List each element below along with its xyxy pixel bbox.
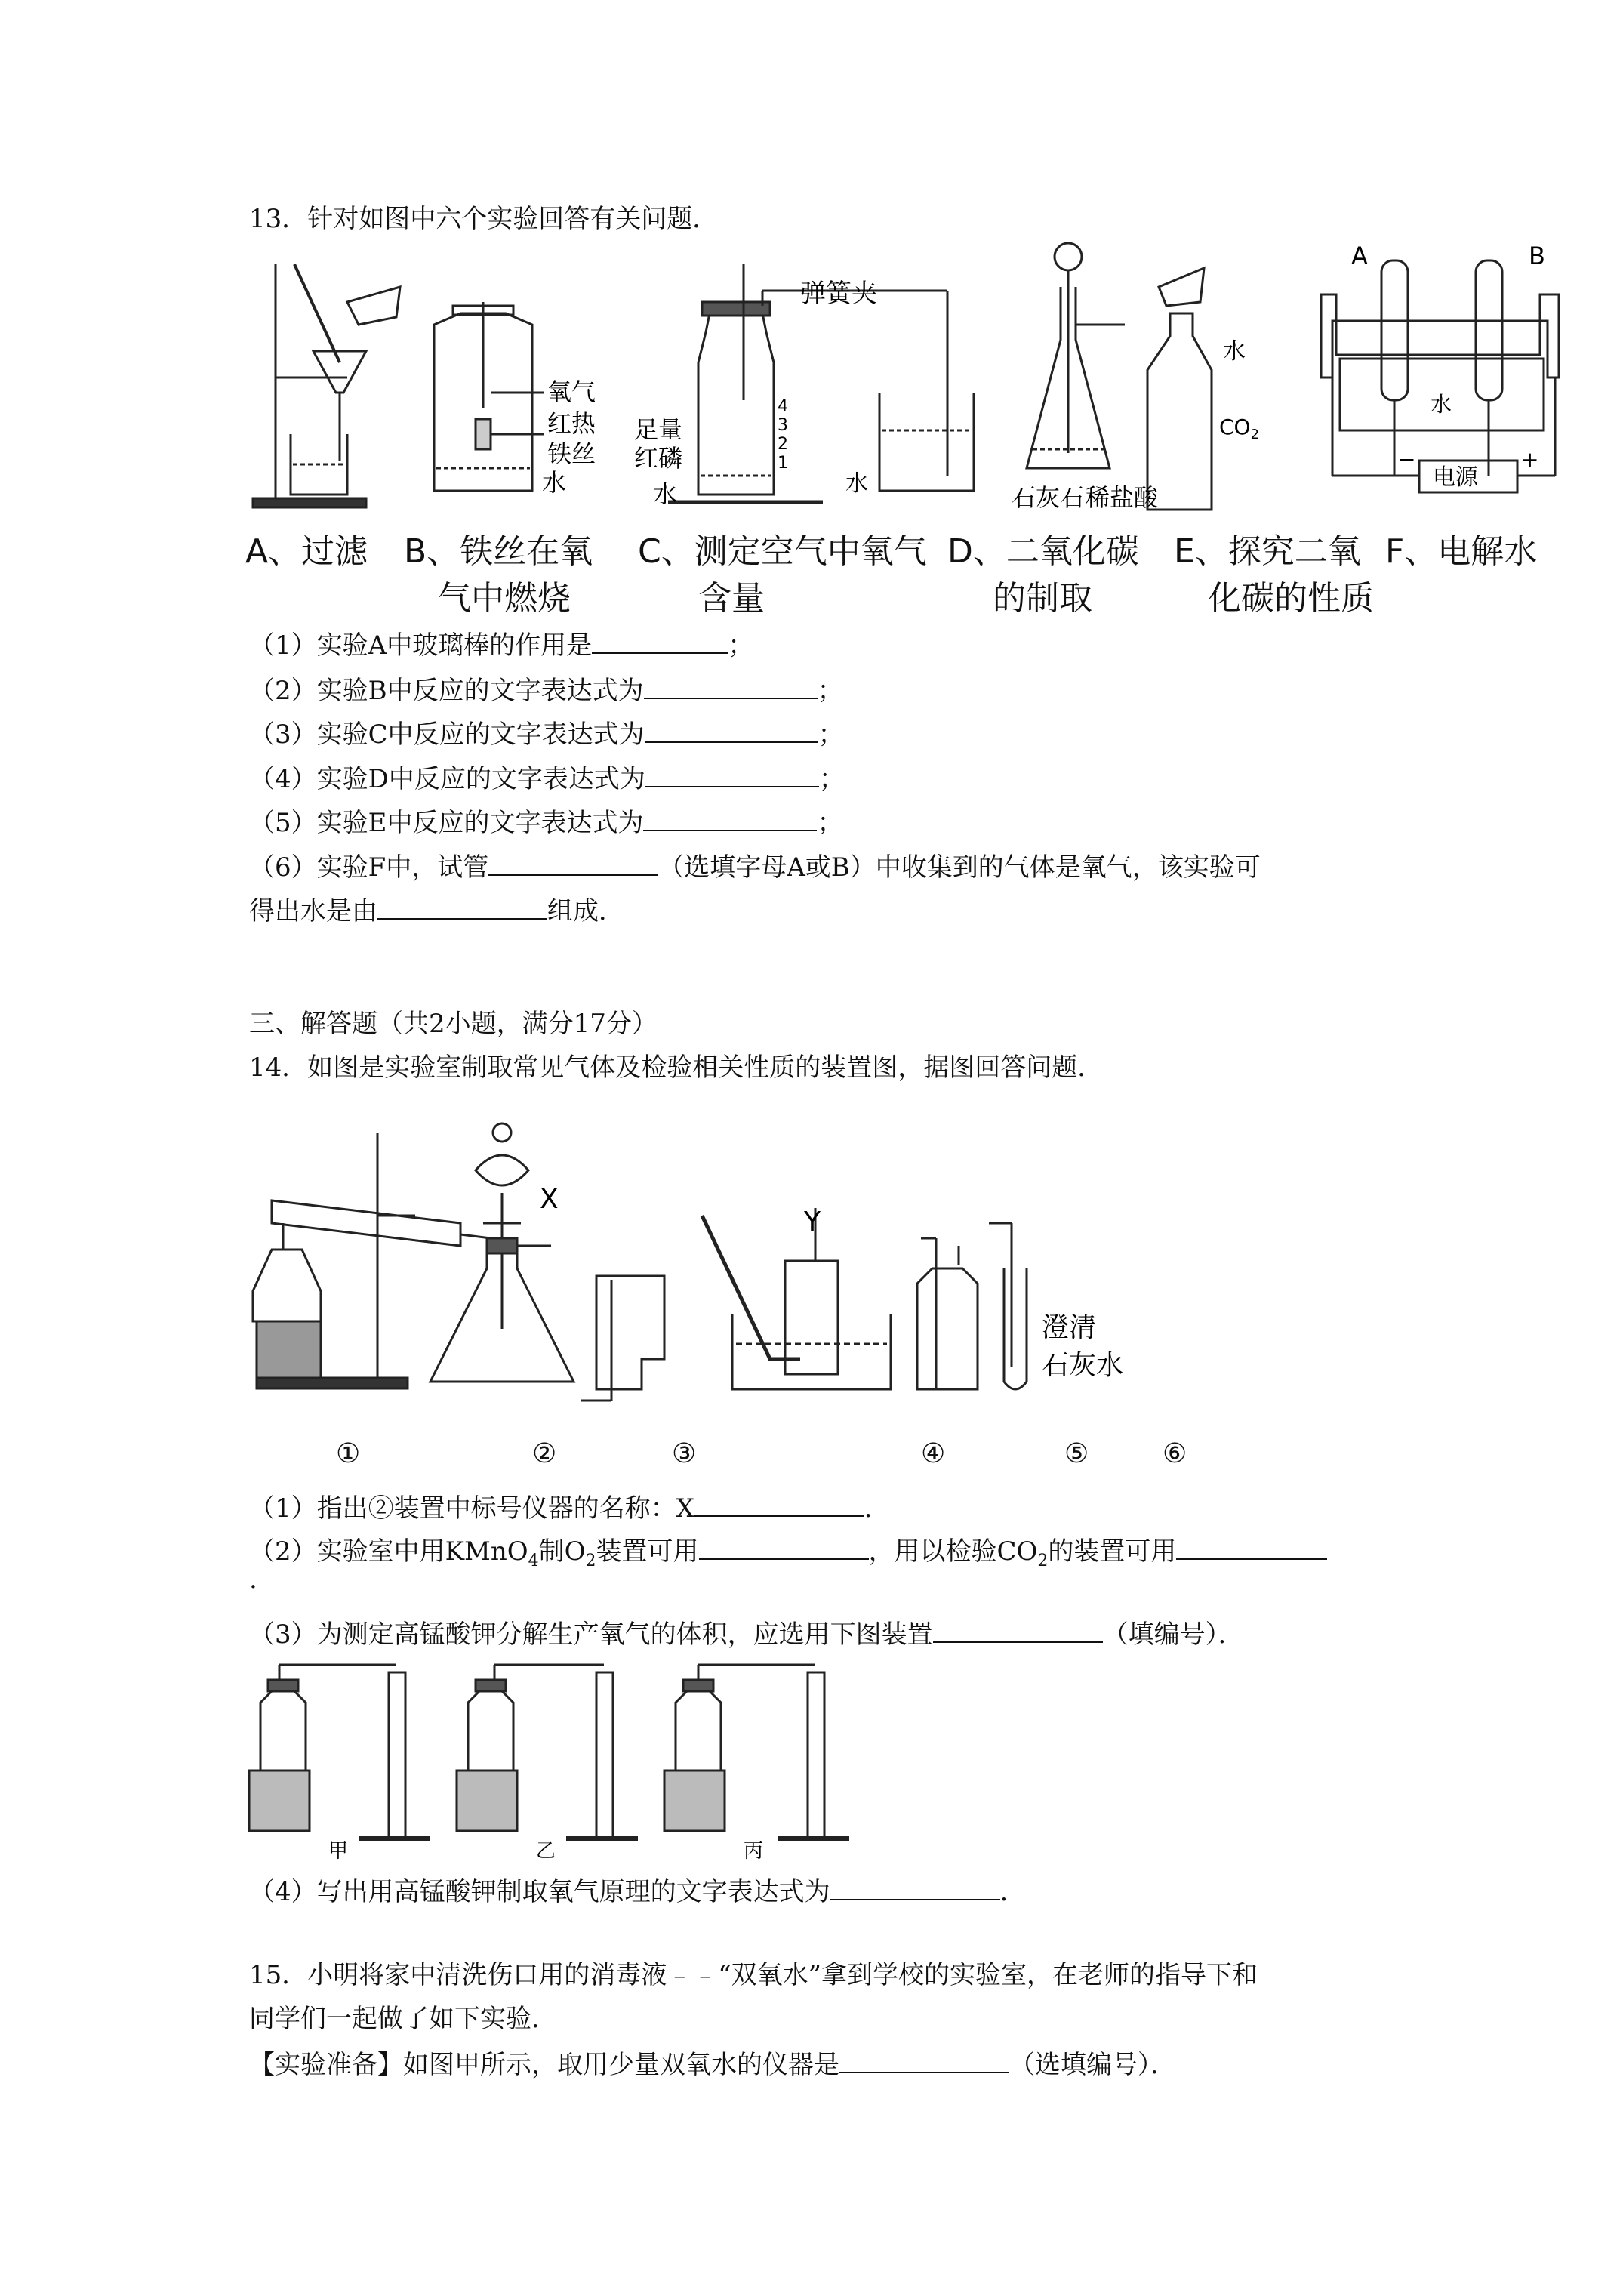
q14-part2-end: .: [249, 1564, 257, 1595]
water-b-label: 水: [542, 468, 567, 497]
q13-part3: （3）实验C中反应的文字表达式为 ；: [249, 716, 844, 751]
device-yi: [457, 1665, 638, 1838]
label-yi: 乙: [536, 1840, 556, 1861]
plus-label: +: [1521, 447, 1539, 472]
water-f-label: 水: [1431, 392, 1452, 417]
caption-e1: E、探究二氧: [1174, 532, 1361, 571]
answer-blank[interactable]: [645, 760, 819, 787]
q14-sub-figure: [242, 1657, 921, 1861]
q14-part2: （2）实验室中用KMnO$_4$制$O_2$装置可用 ，用以检验$CO_2$的装置可用: [249, 1533, 1327, 1578]
device-number-1: ①: [336, 1438, 361, 1469]
caption-b1: B、铁丝在氧: [404, 532, 593, 571]
q13-part1: （1）实验A中玻璃棒的作用是 ；: [249, 627, 753, 662]
label-jia: 甲: [328, 1840, 349, 1861]
y-label: Y: [804, 1207, 821, 1237]
answer-blank[interactable]: [643, 804, 817, 831]
q14-part3: （3）为测定高锰酸钾分解生产氧气的体积，应选用下图装置 （填编号）．: [249, 1616, 1244, 1651]
q14-figure: [242, 1117, 1374, 1419]
power-label: 电源: [1433, 464, 1478, 491]
answer-blank[interactable]: [933, 1616, 1103, 1643]
water-trough-apparatus: [702, 1208, 891, 1389]
q13-part6b: 得出水是由 组成．: [249, 892, 624, 928]
q15-line3: 【实验准备】如图甲所示，取用少量双氧水的仪器是 （选填编号）．: [249, 2046, 1176, 2082]
test-tube-apparatus: [989, 1223, 1027, 1389]
hot-label: 红热: [547, 409, 596, 438]
device-bing: [664, 1665, 849, 1838]
answer-blank[interactable]: [645, 716, 818, 743]
iron-combustion-apparatus: [434, 302, 544, 491]
caption-b2: 气中燃烧: [438, 579, 571, 618]
q14-part4: （4）写出用高锰酸钾制取氧气原理的文字表达式为 ．: [249, 1873, 1026, 1909]
heating-apparatus: [253, 1133, 491, 1388]
tube-b-label: B: [1529, 242, 1545, 270]
device-number-2: ②: [532, 1438, 557, 1469]
excess-label: 足量: [634, 415, 683, 444]
q13-figure: [242, 242, 1600, 529]
spring-clip-label: 弹簧夹: [800, 279, 877, 309]
caption-d2: 的制取: [993, 579, 1092, 618]
water-c2-label: 水: [845, 470, 868, 497]
caption-c1: C、测定空气中氧气: [638, 532, 927, 571]
caption-e2: 化碳的性质: [1208, 579, 1374, 618]
q13-captions: [245, 529, 1604, 634]
scale-2: 2: [778, 435, 788, 454]
q14-title: 14．如图是实验室制取常见气体及检验相关性质的装置图，据图回答问题．: [249, 1052, 1104, 1083]
section3-heading: 三、解答题（共2小题，满分17分）: [249, 1009, 658, 1039]
answer-blank[interactable]: [830, 1873, 1000, 1900]
answer-blank[interactable]: [1176, 1533, 1327, 1560]
scale-1: 1: [778, 454, 788, 473]
limewater-label-2: 石灰水: [1042, 1350, 1124, 1381]
q13-part5: （5）实验E中反应的文字表达式为 ；: [249, 804, 842, 840]
co2-label: $CO_2$: [1219, 415, 1260, 442]
answer-blank[interactable]: [592, 627, 728, 654]
water-c-label: 水: [653, 479, 678, 508]
co2-preparation-apparatus: [1027, 243, 1125, 468]
flask-with-funnel-apparatus: [430, 1123, 574, 1382]
q13-part4: （4）实验D中反应的文字表达式为 ；: [249, 760, 845, 796]
scale-3: 3: [778, 416, 788, 435]
q14-part1: （1）指出②装置中标号仪器的名称：X ．: [249, 1490, 890, 1525]
answer-blank[interactable]: [694, 1490, 864, 1517]
answer-blank[interactable]: [488, 849, 658, 876]
gas-bottle-apparatus: [917, 1238, 978, 1389]
filtration-apparatus: [253, 264, 400, 507]
inverted-bottle-apparatus: [581, 1276, 664, 1401]
q15-line2: 同学们一起做了如下实验．: [249, 2004, 557, 2034]
device-jia: [249, 1665, 430, 1838]
limewater-label-1: 澄清: [1042, 1312, 1097, 1343]
device-number-3: ③: [672, 1438, 697, 1469]
caption-a: A、过滤: [245, 532, 368, 571]
q13-title: 13．针对如图中六个实验回答有关问题．: [249, 204, 719, 234]
tube-a-label: A: [1351, 242, 1368, 270]
label-bing: 丙: [744, 1840, 764, 1861]
water-e-label: 水: [1223, 338, 1246, 365]
co2-bottle-apparatus: [1147, 268, 1212, 510]
limestone-label: 石灰石: [1012, 483, 1085, 512]
q13-part2: （2）实验B中反应的文字表达式为 ；: [249, 672, 843, 707]
answer-blank[interactable]: [839, 2046, 1009, 2073]
caption-c2: 含量: [698, 579, 765, 618]
device-number-6: ⑥: [1163, 1438, 1187, 1469]
oxygen-label: 氧气: [547, 378, 596, 406]
answer-blank[interactable]: [644, 672, 818, 699]
answer-blank[interactable]: [699, 1533, 869, 1560]
red-phosphorus-label: 红磷: [634, 444, 683, 473]
q13-part6a: （6）实验F中，试管 （选填字母A或B）中收集到的气体是氧气，该实验可: [249, 849, 1261, 884]
acid-label: 稀盐酸: [1086, 483, 1159, 512]
answer-blank[interactable]: [377, 892, 547, 920]
scale-4: 4: [778, 397, 788, 416]
wire-label: 铁丝: [547, 439, 596, 468]
device-number-5: ⑤: [1064, 1438, 1089, 1469]
caption-d1: D、二氧化碳: [947, 532, 1139, 571]
device-number-4: ④: [921, 1438, 946, 1469]
caption-f: F、电解水: [1385, 532, 1538, 571]
q15-line1: 15．小明将家中清洗伤口用的消毒液﹣﹣“双氧水”拿到学校的实验室，在老师的指导下和: [249, 1960, 1258, 1990]
x-label: X: [540, 1184, 559, 1215]
minus-label: −: [1398, 447, 1416, 472]
